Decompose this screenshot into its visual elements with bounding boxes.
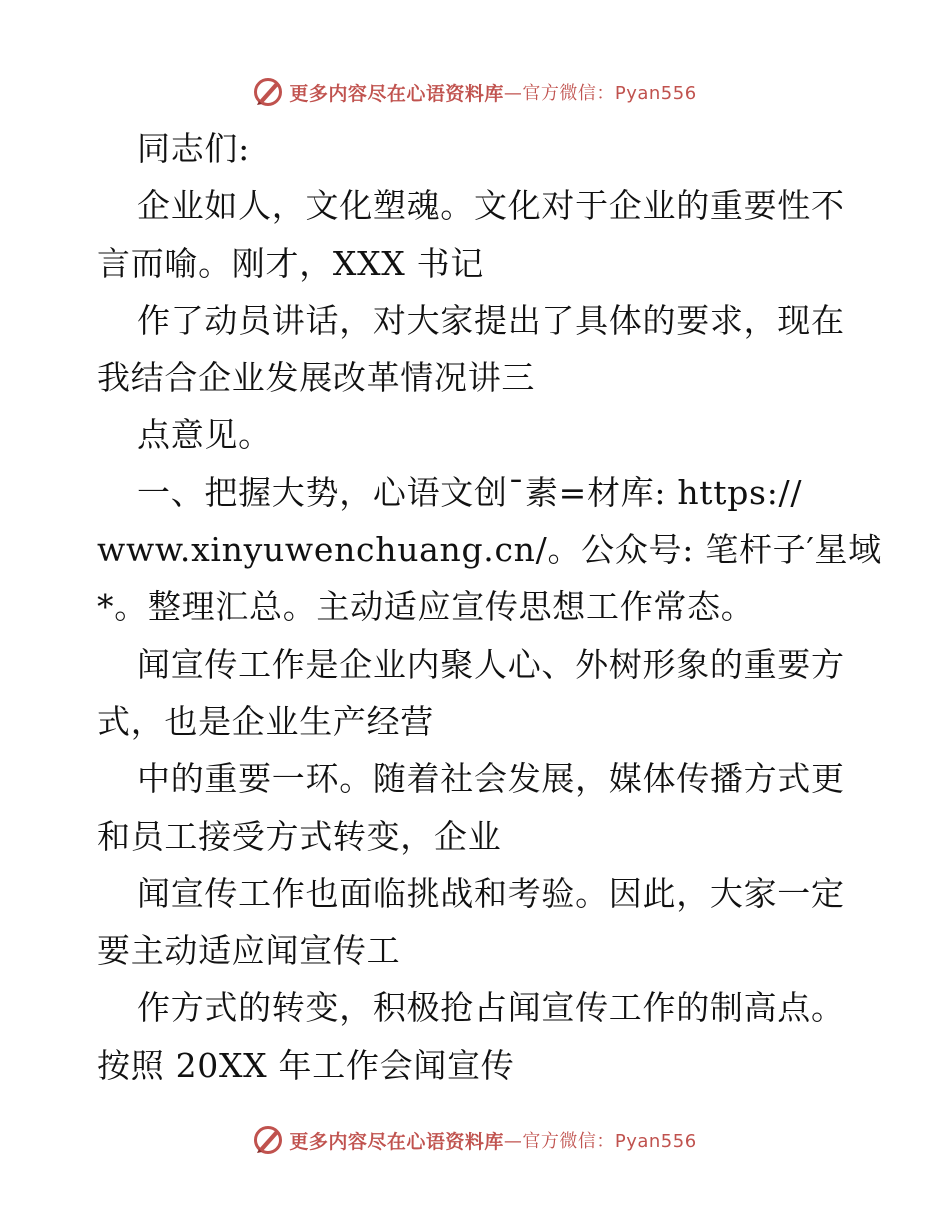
pen-logo-icon (253, 1125, 283, 1155)
paragraph-line: 中的重要一环。随着社会发展，媒体传播方式更 (137, 759, 845, 799)
paragraph-line: 式，也是企业生产经营 (97, 701, 434, 741)
banner-title: 更多内容尽在心语资料库 (289, 1130, 504, 1153)
banner-wechat: —官方微信：Pyan556 (503, 1131, 697, 1152)
paragraph-line: 一、把握大势，心语文创¯素=材库: https:// (137, 472, 803, 512)
paragraph-line: *。整理汇总。主动适应宣传思想工作常态。 (97, 587, 755, 627)
paragraph-line: 作方式的转变，积极抢占闻宣传工作的制高点。 (137, 988, 845, 1028)
paragraph-line: 要主动适应闻宣传工 (97, 931, 401, 971)
paragraph-line: 闻宣传工作是企业内聚人心、外树形象的重要方 (137, 644, 845, 684)
paragraph-line: 我结合企业发展改革情况讲三 (97, 358, 536, 398)
paragraph-line: 同志们: (137, 129, 250, 168)
paragraph-line: 闻宣传工作也面临挑战和考验。因此，大家一定 (137, 873, 845, 913)
footer-banner (0, 1120, 950, 1160)
paragraph-line: 按照 20XX 年工作会闻宣传 (97, 1045, 515, 1085)
paragraph-line: 企业如人，文化塑魂。文化对于企业的重要性不 (137, 186, 845, 226)
pen-logo-icon (253, 77, 283, 107)
document-body (97, 120, 882, 1094)
banner-wechat: —官方微信：Pyan556 (503, 83, 697, 104)
paragraph-line: 点意见。 (137, 415, 272, 455)
paragraph-line: 言而喻。刚才，XXX 书记 (97, 243, 485, 283)
paragraph-line: 和员工接受方式转变，企业 (97, 816, 502, 856)
paragraph-line: www.xinyuwenchuang.cn/。公众号: 笔杆子′星域 (97, 530, 882, 570)
banner-title: 更多内容尽在心语资料库 (289, 82, 504, 105)
paragraph-line: 作了动员讲话，对大家提出了具体的要求，现在 (137, 300, 845, 340)
header-banner (0, 72, 950, 112)
